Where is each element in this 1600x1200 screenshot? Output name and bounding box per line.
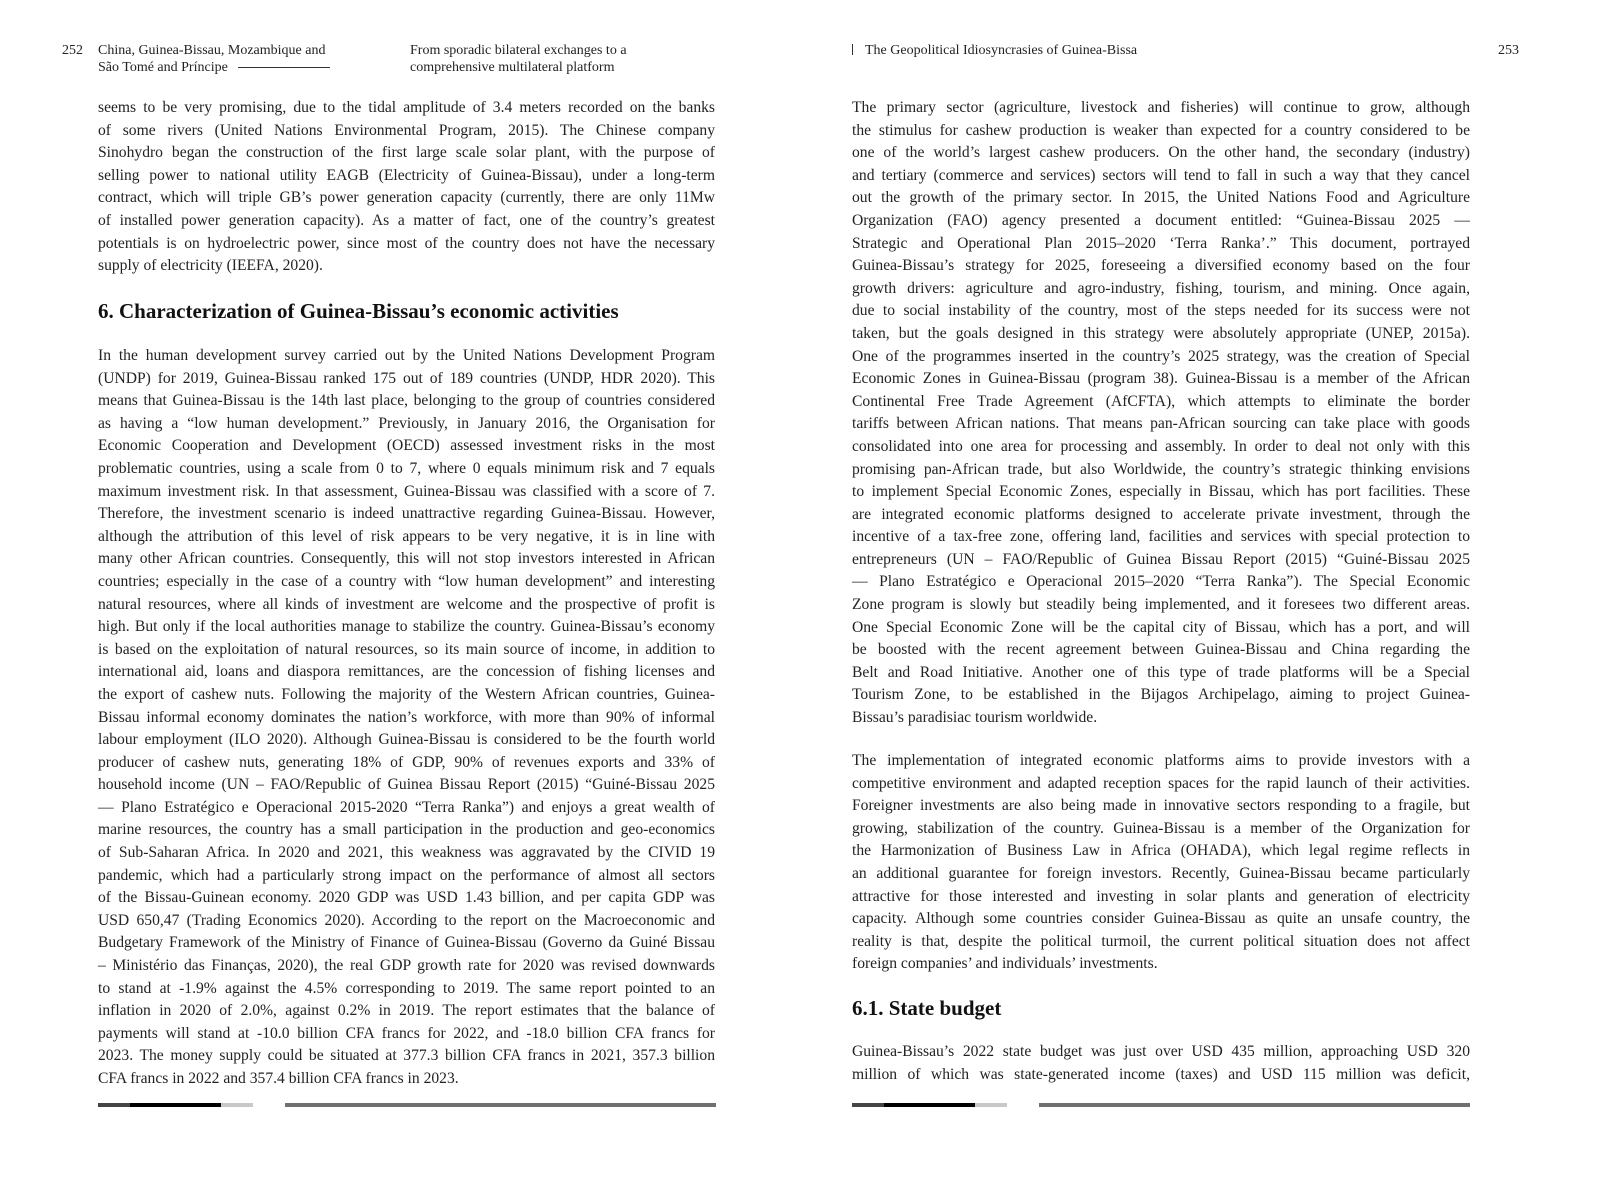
text-line: out the growth of the primary sector. In 2015, the United Nations Food and Agriculture: [852, 189, 1470, 207]
paragraph: [98, 97, 715, 278]
text-line: to implement Special Economic Zones, especially in Bissau, which has port facilities. These: [852, 483, 1470, 501]
text-line: Bissau’s paradisiac tourism worldwide.: [852, 709, 1098, 727]
text-line: problematic countries, using a scale from 0 to 7, where 0 equals minimum risk and 7 equals: [98, 459, 715, 477]
text-line: of the Bissau-Guinean economy. 2020 GDP was USD 1.43 billion, and per capita GDP was: [98, 889, 715, 907]
text-line: million of which was state-generated income (taxes) and USD 115 million was deficit,: [852, 1065, 1470, 1083]
running-head-line-text: São Tomé and Príncipe: [98, 60, 228, 75]
text-line: capacity. Although some countries consider Guinea-Bissau as quite an unsafe country, the: [852, 910, 1470, 928]
text-line: many other African countries. Consequently, this will not stop investors interested in African: [98, 550, 715, 568]
text-line: contract, which will triple GB’s power generation capacity (currently, there are only 11Mw: [98, 189, 715, 207]
text-line: household income (UN – FAO/Republic of Guinea Bissau Report (2015) “Guiné-Bissau 2025: [98, 776, 715, 794]
text-line: one of the world’s largest cashew producers. On the other hand, the secondary (industry): [852, 144, 1470, 162]
text-line: consolidated into one area for processing and assembly. In order to deal not only with this: [852, 437, 1470, 455]
paragraph: [852, 97, 1470, 730]
footer-rule: [1039, 1103, 1470, 1107]
right-page: [800, 0, 1600, 1200]
text-line: selling power to national utility EAGB (Electricity of Guinea-Bissau), under a long-term: [98, 166, 715, 184]
text-line: natural resources, where all kinds of investment are welcome and the prospective of profit is: [98, 595, 715, 613]
text-line: Therefore, the investment scenario is indeed unattractive regarding Guinea-Bissau. However,: [98, 505, 715, 523]
header-rule: [238, 67, 330, 68]
text-line: high. But only if the local authorities manage to stabilize the country. Guinea-Bissau’s economy: [98, 618, 715, 636]
footer-bar-segment: [884, 1103, 975, 1107]
text-line: are integrated economic platforms designed to accelerate private investment, through the: [852, 505, 1470, 523]
text-line: and tertiary (commerce and services) sectors will tend to fall in such a way that they cancel: [852, 166, 1470, 184]
text-line: The implementation of integrated economic platforms aims to provide investors with a: [852, 752, 1470, 769]
text-line: due to social instability of the country, most of the steps needed for its success were not: [852, 302, 1470, 320]
text-line: of installed power generation capacity). As a matter of fact, one of the country’s greatest: [98, 211, 715, 229]
text-line: USD 650,47 (Trading Economics 2020). According to the report on the Macroeconomic and: [98, 911, 715, 929]
text-line: incentive of a tax-free zone, offering land, facilities and services with special protection to: [852, 528, 1470, 546]
text-line: foreign companies’ and individuals’ investments.: [852, 955, 1158, 973]
paragraph: [852, 750, 1470, 976]
paragraph: [852, 1041, 1470, 1086]
text-line: as having a “low human development.” Previously, in January 2016, the Organisation for: [98, 414, 715, 432]
text-line: – Ministério das Finanças, 2020), the real GDP growth rate for 2020 was revised downwards: [98, 957, 715, 975]
text-line: promising pan-African trade, but also Worldwide, the country’s strategic thinking envisions: [852, 460, 1470, 478]
text-line: potentials is on hydroelectric power, since most of the country does not have the necessary: [98, 234, 715, 252]
page-number: 252: [62, 43, 83, 58]
text-line: One Special Economic Zone will be the capital city of Bissau, which has a port, and will: [852, 618, 1470, 636]
text-line: competitive environment and adapted reception spaces for the rapid launch of their activities.: [852, 774, 1470, 792]
text-line: maximum investment risk. In that assessment, Guinea-Bissau was classified with a score of 7.: [98, 482, 715, 500]
text-line: the stimulus for cashew production is weaker than expected for a country considered to be: [852, 121, 1470, 139]
text-line: the Harmonization of Business Law in Africa (OHADA), which legal regime reflects in: [852, 842, 1470, 860]
text-line: supply of electricity (IEEFA, 2020).: [98, 257, 323, 275]
text-line: be boosted with the recent agreement between Guinea-Bissau and China regarding the: [852, 641, 1470, 659]
running-head-line: From sporadic bilateral exchanges to a: [410, 43, 627, 58]
text-line: producer of cashew nuts, generating 18% of GDP, 90% of revenues exports and 33% of: [98, 753, 715, 771]
footer-bar-segment: [130, 1103, 221, 1107]
text-line: CFA francs in 2022 and 357.4 billion CFA francs in 2023.: [98, 1070, 459, 1087]
footer-rule: [285, 1103, 716, 1107]
text-line: international aid, loans and diaspora remittances, are the concession of fishing licenses and: [98, 663, 715, 681]
text-line: reality is that, despite the political turmoil, the current political situation does not affect: [852, 932, 1470, 950]
text-line: the export of cashew nuts. Following the majority of the Western African countries, Guinea-: [98, 685, 715, 703]
text-line: — Plano Estratégico e Operacional 2015-2020 “Terra Ranka”) and enjoys a great wealth of: [98, 798, 715, 816]
section-heading: 6. Characterization of Guinea-Bissau’s economic activities: [98, 299, 619, 323]
text-line: Economic Zones in Guinea-Bissau (program 38). Guinea-Bissau is a member of the African: [852, 370, 1470, 388]
running-head-line: [98, 59, 358, 76]
running-head-book-title: [98, 42, 358, 76]
text-line: Belt and Road Initiative. Another one of this type of trade platforms will be a Special: [852, 663, 1470, 681]
text-line: marine resources, the country has a small participation in the production and geo-economics: [98, 821, 715, 839]
running-head-line: comprehensive multilateral platform: [410, 60, 615, 75]
text-line: payments will stand at -10.0 billion CFA francs for 2022, and -18.0 billion CFA francs for: [98, 1024, 715, 1042]
text-line: although the attribution of this level of risk appears to be very negative, it is in line with: [98, 527, 715, 545]
text-line: Foreigner investments are also being made in innovative sectors responding to a fragile, but: [852, 797, 1470, 815]
footer-bar-segment: [852, 1103, 884, 1107]
text-line: Tourism Zone, to be established in the Bijagos Archipelago, aiming to project Guinea-: [852, 686, 1470, 704]
text-line: Economic Cooperation and Development (OECD) assessed investment risks in the most: [98, 437, 715, 455]
text-line: attractive for those interested and investing in solar plants and generation of electricity: [852, 887, 1470, 905]
text-line: Sinohydro began the construction of the first large scale solar plant, with the purpose of: [98, 144, 715, 162]
running-head-text: The Geopolitical Idiosyncrasies of Guinea-Bissa: [865, 43, 1138, 58]
text-line: entrepreneurs (UN – FAO/Republic of Guinea Bissau Report (2015) “Guiné-Bissau 2025: [852, 550, 1470, 568]
text-line: Bissau informal economy dominates the nation’s workforce, with more than 90% of informal: [98, 708, 715, 726]
text-line: taken, but the goals designed in this strategy were absolutely appropriate (UNEP, 2015a).: [852, 324, 1470, 342]
page-number: 253: [1498, 43, 1519, 58]
text-line: of some rivers (United Nations Environmental Program, 2015). The Chinese company: [98, 121, 715, 139]
running-head-chapter-title: [852, 42, 1137, 59]
text-line: (UNDP) for 2019, Guinea-Bissau ranked 175 out of 189 countries (UNDP, HDR 2020). This: [98, 369, 715, 387]
running-head-line: China, Guinea-Bissau, Mozambique and: [98, 43, 326, 58]
text-line: pandemic, which had a particularly strong impact on the performance of almost all sectors: [98, 866, 715, 884]
text-line: growing, stabilization of the country. Guinea-Bissau is a member of the Organization for: [852, 819, 1470, 837]
footer-bar-segment: [98, 1103, 130, 1107]
text-line: seems to be very promising, due to the tidal amplitude of 3.4 meters recorded on the banks: [98, 99, 715, 116]
paragraph: [98, 345, 715, 1091]
footer-bar-segment: [975, 1103, 1007, 1107]
text-line: Continental Free Trade Agreement (AfCFTA), which attempts to eliminate the border: [852, 392, 1470, 410]
text-line: growth drivers: agriculture and agro-industry, fishing, tourism, and mining. Once again,: [852, 279, 1470, 297]
text-line: One of the programmes inserted in the country’s 2025 strategy, was the creation of Special: [852, 347, 1470, 365]
text-line: — Plano Estratégico e Operacional 2015–2020 “Terra Ranka”). The Special Economic: [852, 573, 1470, 591]
text-line: Guinea-Bissau’s 2022 state budget was just over USD 435 million, approaching USD 320: [852, 1043, 1470, 1060]
text-line: inflation in 2020 of 2.0%, against 0.2% in 2019. The report estimates that the balance of: [98, 1002, 715, 1020]
running-head-chapter-title: [410, 42, 710, 76]
text-line: Budgetary Framework of the Ministry of Finance of Guinea-Bissau (Governo da Guiné Bissau: [98, 934, 715, 952]
text-line: means that Guinea-Bissau is the 14th last place, belonging to the group of countries considered: [98, 392, 715, 410]
text-line: of Sub-Saharan Africa. In 2020 and 2021, this weakness was aggravated by the CIVID 19: [98, 844, 715, 862]
text-line: Strategic and Operational Plan 2015–2020 ‘Terra Ranka’.” This document, portrayed: [852, 234, 1470, 252]
text-line: The primary sector (agriculture, livestock and fisheries) will continue to grow, although: [852, 99, 1470, 116]
text-line: countries; especially in the case of a country with “low human development” and interesting: [98, 572, 715, 590]
text-line: an additional guarantee for foreign investors. Recently, Guinea-Bissau became particularly: [852, 864, 1470, 882]
subsection-heading: 6.1. State budget: [852, 996, 1002, 1020]
text-line: is based on the exploitation of natural resources, so its main source of income, in addition to: [98, 640, 715, 658]
text-line: to stand at -1.9% against the 4.5% corresponding to 2019. The same report pointed to an: [98, 979, 715, 997]
text-line: tariffs between African nations. That means pan-African sourcing can take place with goods: [852, 415, 1470, 433]
text-line: In the human development survey carried out by the United Nations Development Program: [98, 347, 715, 364]
header-separator: [852, 44, 853, 55]
text-line: Organization (FAO) agency presented a document entitled: “Guinea-Bissau 2025 —: [852, 211, 1470, 229]
text-line: 2023. The money supply could be situated at 377.3 billion CFA francs in 2021, 357.3 billion: [98, 1047, 715, 1065]
footer-bar-segment: [221, 1103, 253, 1107]
text-line: labour employment (ILO 2020). Although Guinea-Bissau is considered to be the fourth world: [98, 731, 715, 749]
text-line: Zone program is slowly but steadily being implemented, and it foresees two different areas.: [852, 596, 1470, 614]
text-line: Guinea-Bissau’s strategy for 2025, foreseeing a diversified economy based on the four: [852, 257, 1470, 275]
